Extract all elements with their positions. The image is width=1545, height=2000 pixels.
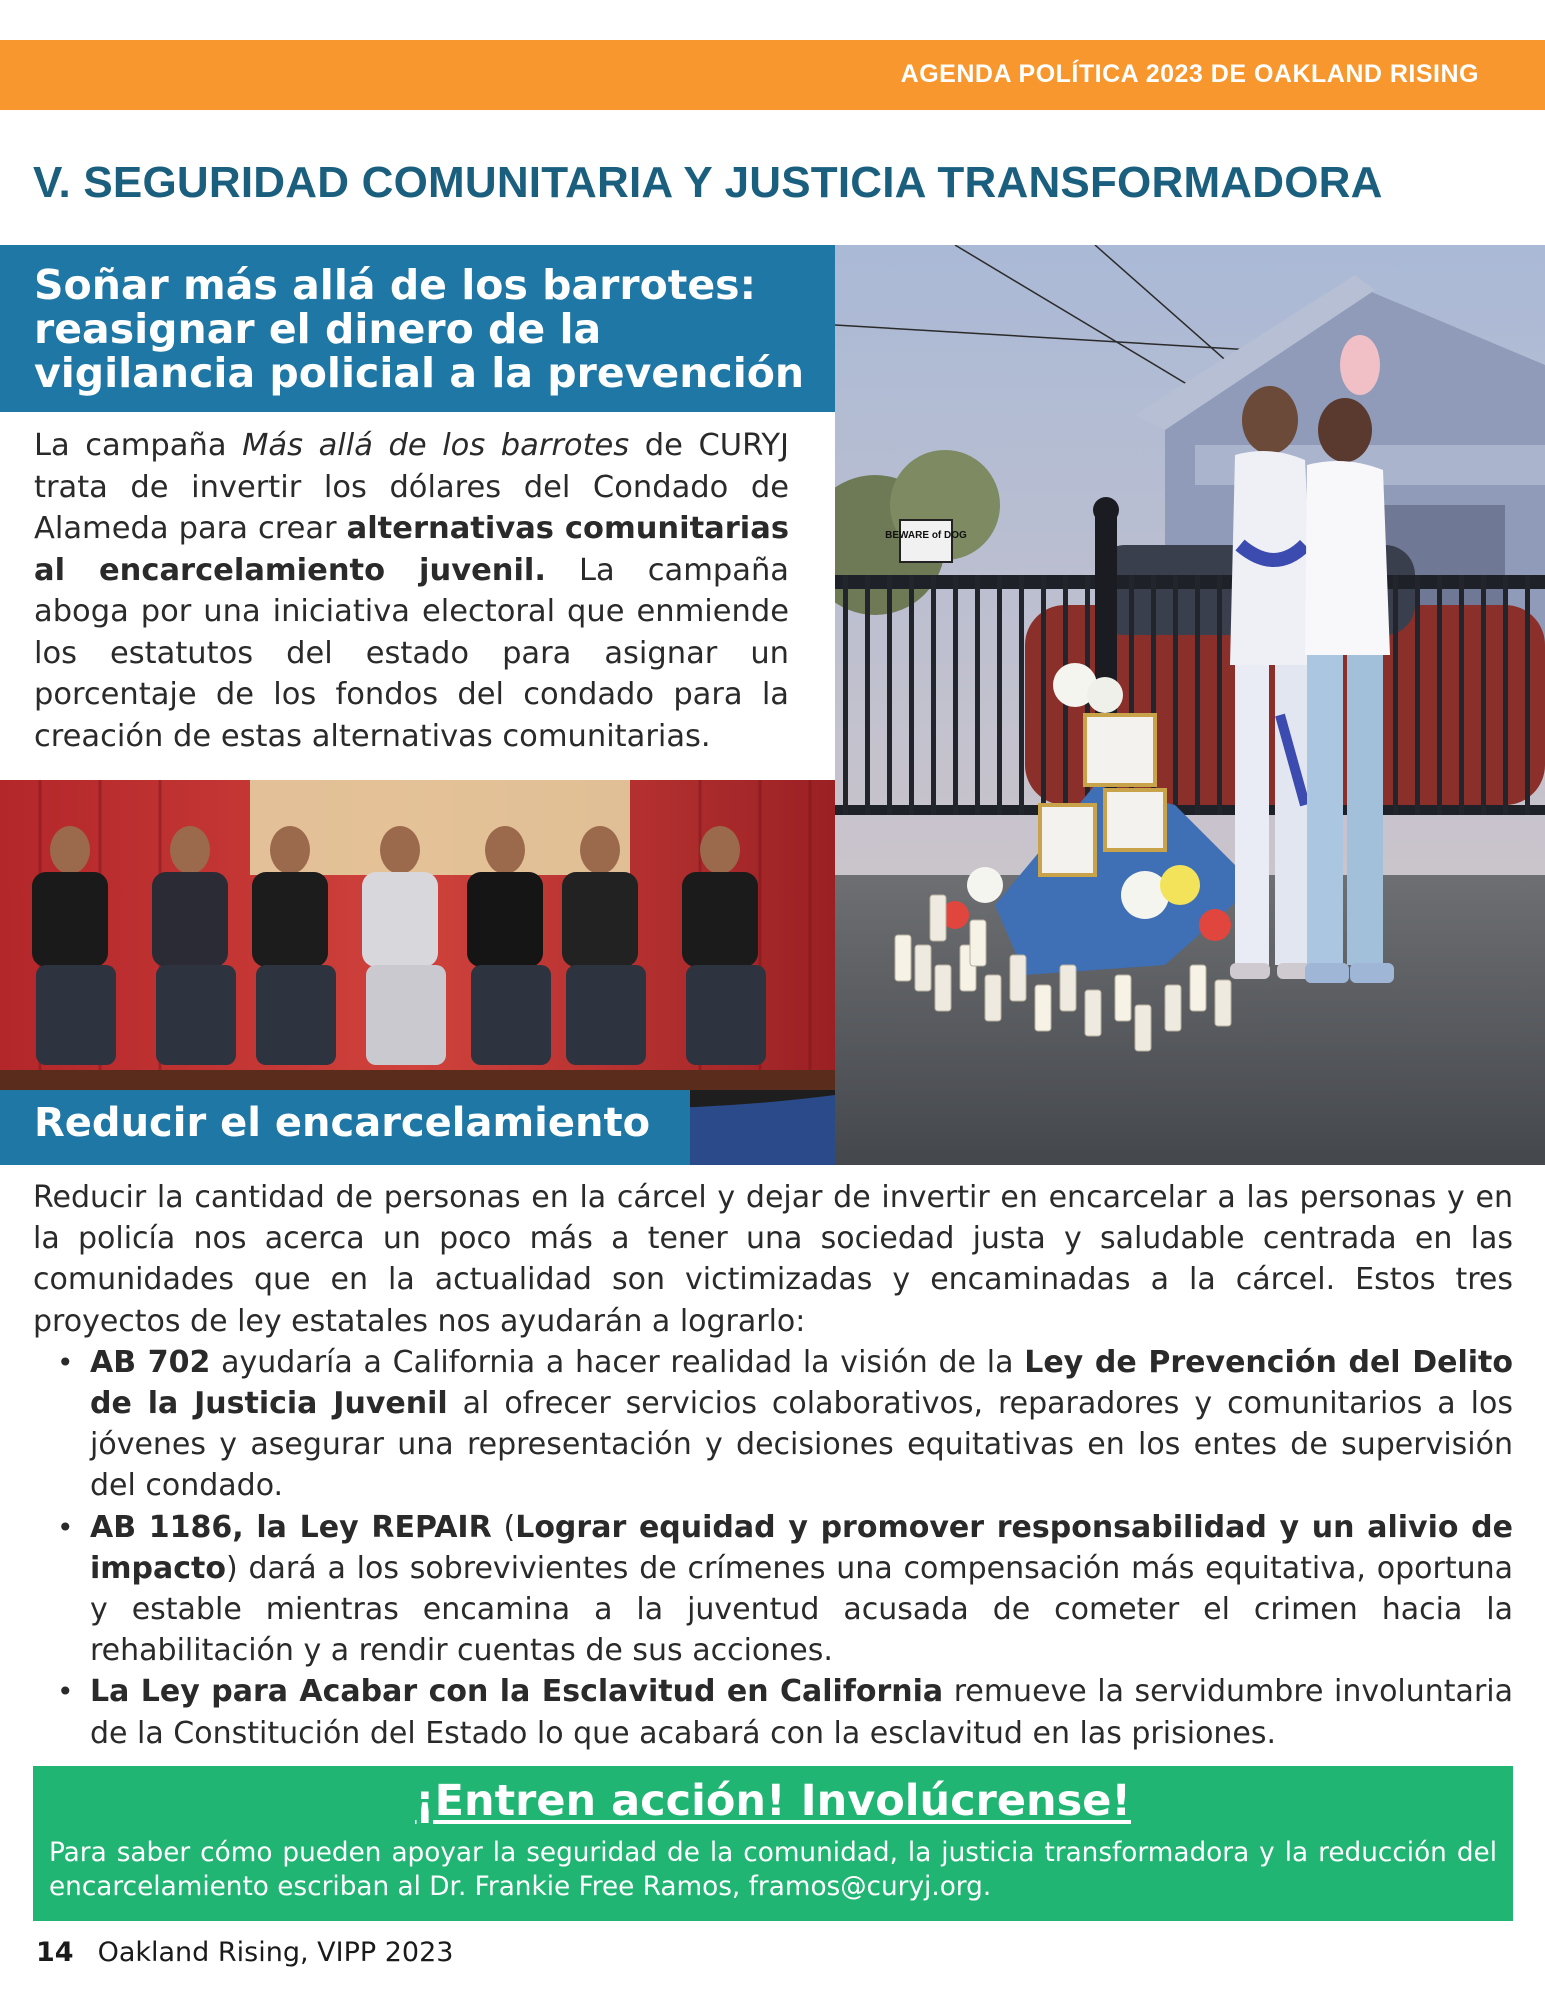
section-title: V. SEGURIDAD COMUNITARIA Y JUSTICIA TRANSFORMADORA	[33, 158, 1383, 207]
list-item: • La Ley para Acabar con la Esclavitud en California remueve la servidumbre involuntaria de la Constitución del Estado lo que acabará con la esclavitud en las prisiones.	[33, 1671, 1513, 1753]
campaign-paragraph: La campaña Más allá de los barrotes de CURYJ trata de invertir los dólares del Condado de Alameda para crear alternativas comunitarias al encarcelamiento juvenil. La campaña aboga por una iniciativa electoral que enmiende los estatutos del estado para asignar un porcentaje de los fondos del condado para la creación de estas alternativas comunitarias.	[34, 428, 789, 754]
header-banner-text: AGENDA POLÍTICA 2023 DE OAKLAND RISING	[900, 60, 1479, 88]
publication-name: Oakland Rising, VIPP 2023	[97, 1937, 454, 1968]
beware-dog-sign: BEWARE of DOG	[885, 530, 967, 541]
cta-title: ¡Entren acción! Involúcrense!	[415, 1776, 1131, 1826]
heading-line: vigilancia policial a la prevención	[34, 349, 805, 397]
call-to-action-box	[33, 1766, 1513, 1921]
heading-line: reasignar el dinero de la	[34, 305, 602, 353]
memorial-photo	[835, 245, 1545, 1165]
page-footer	[36, 1937, 453, 1968]
bill-list	[33, 1342, 1513, 1754]
reduce-incarceration-body	[33, 1177, 1513, 1754]
heading-reduce-incarceration: Reducir el encarcelamiento	[0, 1090, 690, 1165]
header-banner	[0, 40, 1545, 110]
page-number: 14	[36, 1937, 74, 1968]
heading-beyond-bars	[0, 245, 835, 412]
list-item: • AB 1186, la Ley REPAIR (Lograr equidad y promover responsabilidad y un alivio de impacto) dará a los sobrevivientes de crímenes una compensación más equitativa, oportuna y estable mientras encamina a la juventud acusada de cometer el crimen hacia la rehabilitación y a rendir cuentas de sus acciones.	[33, 1507, 1513, 1672]
reduce-intro-paragraph: Reducir la cantidad de personas en la cárcel y dejar de invertir en encarcelar a las personas y en la policía nos acerca un poco más a tener una sociedad justa y saludable centrada en las comunidades que en la actualidad son victimizadas y encaminadas a la cárcel. Estos tres proyectos de ley estatales nos ayudarán a lograrlo:	[33, 1180, 1513, 1339]
heading-line: Soñar más allá de los barrotes:	[34, 261, 756, 309]
cta-text: Para saber cómo pueden apoyar la seguridad de la comunidad, la justicia transformadora y la reducción del encarcelamiento escriban al Dr. Frankie Free Ramos, framos@curyj.org.	[49, 1838, 1497, 1902]
list-item: • AB 702 ayudaría a California a hacer realidad la visión de la Ley de Prevención del Delito de la Justicia Juvenil al ofrecer servicios colaborativos, reparadores y comunitarios a los jóvenes y asegurar una representación y decisiones equitativas en los entes de supervisión del condado.	[33, 1342, 1513, 1507]
